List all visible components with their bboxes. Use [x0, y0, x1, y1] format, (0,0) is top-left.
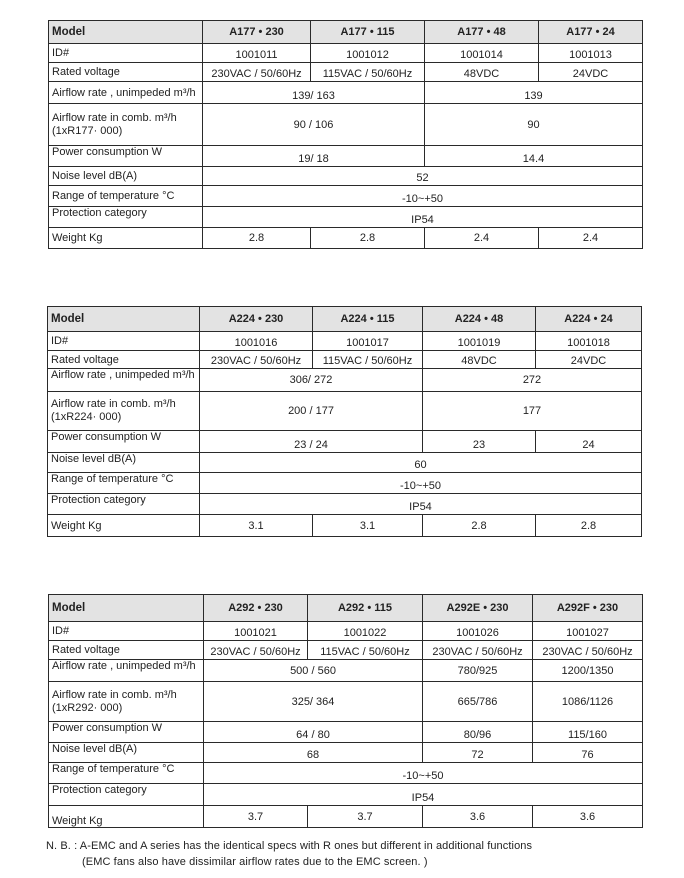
table-row-voltage	[49, 63, 643, 82]
model-a292-115: A292 • 115	[308, 595, 423, 622]
airflow-comb-value: 325/ 364	[204, 682, 423, 722]
table-row-weight	[48, 515, 642, 537]
id-value: 1001011	[203, 44, 311, 63]
model-a292-230: A292 • 230	[204, 595, 308, 622]
table-row-noise	[49, 743, 643, 763]
row-label-temperature: Range of temperature °C	[49, 186, 203, 207]
table-row-noise	[48, 453, 642, 473]
airflow-comb-value: 1086/1126	[533, 682, 643, 722]
weight-value: 3.7	[308, 806, 423, 828]
temperature-value: -10~+50	[204, 763, 643, 784]
power-value: 24	[536, 431, 642, 453]
protection-value: IP54	[200, 494, 642, 515]
row-label-id: ID#	[49, 622, 204, 641]
power-value: 23	[423, 431, 536, 453]
table-row-protection	[49, 784, 643, 806]
airflow-comb-value: 177	[423, 392, 642, 431]
row-label-weight: Weight Kg	[49, 806, 204, 828]
model-a292e-230: A292E • 230	[423, 595, 533, 622]
airflow-value: 306/ 272	[200, 369, 423, 392]
table-row-weight	[49, 228, 643, 249]
table-row-voltage	[49, 641, 643, 660]
power-value: 80/96	[423, 722, 533, 743]
noise-value: 60	[200, 453, 642, 473]
row-label-airflow: Airflow rate , unimpeded m³/h	[49, 660, 204, 682]
row-label-airflow-comb	[48, 392, 200, 431]
table-row-weight	[49, 806, 643, 828]
table-row-model	[49, 21, 643, 44]
footnote-line2: (EMC fans also have dissimilar airflow rates due to the EMC screen. )	[82, 856, 428, 868]
spec-table-a292	[48, 594, 643, 828]
table-row-id	[49, 44, 643, 63]
table-row-power	[48, 431, 642, 453]
id-value: 1001026	[423, 622, 533, 641]
row-label-noise: Noise level dB(A)	[48, 453, 200, 473]
id-value: 1001021	[204, 622, 308, 641]
model-a177-48: A177 • 48	[425, 21, 539, 44]
table-row-voltage	[48, 351, 642, 369]
id-value: 1001016	[200, 332, 313, 351]
row-label-power: Power consumption W	[49, 722, 204, 743]
airflow-value: 780/925	[423, 660, 533, 682]
row-label-protection: Protection category	[49, 207, 203, 228]
row-label-temperature: Range of temperature °C	[48, 473, 200, 494]
weight-value: 2.4	[539, 228, 643, 249]
voltage-value: 230VAC / 50/60Hz	[204, 641, 308, 660]
row-label-airflow-comb	[49, 104, 203, 146]
row-label-model: Model	[49, 21, 203, 44]
id-value: 1001013	[539, 44, 643, 63]
noise-value: 52	[203, 167, 643, 186]
protection-value: IP54	[204, 784, 643, 806]
table-row-id	[49, 622, 643, 641]
power-value: 64 / 80	[204, 722, 423, 743]
row-label-model: Model	[48, 307, 200, 332]
table-row-airflow-comb	[49, 104, 643, 146]
weight-value: 2.8	[203, 228, 311, 249]
table-row-protection	[48, 494, 642, 515]
row-label-weight: Weight Kg	[48, 515, 200, 537]
airflow-value: 139	[425, 82, 643, 104]
airflow-value: 1200/1350	[533, 660, 643, 682]
row-label-id: ID#	[48, 332, 200, 351]
weight-value: 3.6	[533, 806, 643, 828]
temperature-value: -10~+50	[203, 186, 643, 207]
id-value: 1001018	[536, 332, 642, 351]
airflow-comb-value: 90 / 106	[203, 104, 425, 146]
weight-value: 3.6	[423, 806, 533, 828]
voltage-value: 24VDC	[539, 63, 643, 82]
row-label-model: Model	[49, 595, 204, 622]
id-value: 1001027	[533, 622, 643, 641]
temperature-value: -10~+50	[200, 473, 642, 494]
row-label-power: Power consumption W	[48, 431, 200, 453]
airflow-comb-value: 200 / 177	[200, 392, 423, 431]
noise-value: 72	[423, 743, 533, 763]
airflow-comb-label-line2: (1xR224· 000)	[51, 411, 122, 423]
airflow-comb-label-line2: (1xR292· 000)	[52, 701, 123, 714]
power-value: 14.4	[425, 146, 643, 167]
noise-value: 76	[533, 743, 643, 763]
airflow-comb-label-line2: (1xR177· 000)	[52, 124, 123, 137]
id-value: 1001017	[313, 332, 423, 351]
airflow-value: 272	[423, 369, 642, 392]
table-row-temperature	[49, 186, 643, 207]
voltage-value: 230VAC / 50/60Hz	[203, 63, 311, 82]
model-a177-115: A177 • 115	[311, 21, 425, 44]
row-label-power: Power consumption W	[49, 146, 203, 167]
row-label-noise: Noise level dB(A)	[49, 167, 203, 186]
voltage-value: 48VDC	[425, 63, 539, 82]
footnote	[46, 838, 532, 870]
table-row-airflow	[48, 369, 642, 392]
footnote-line1: N. B. : A-EMC and A series has the identical specs with R ones but different in additional functions	[46, 840, 533, 852]
voltage-value: 230VAC / 50/60Hz	[533, 641, 643, 660]
airflow-value: 500 / 560	[204, 660, 423, 682]
weight-value: 3.1	[313, 515, 423, 537]
row-label-weight: Weight Kg	[49, 228, 203, 249]
table-row-airflow-comb	[49, 682, 643, 722]
weight-value: 2.8	[536, 515, 642, 537]
voltage-value: 24VDC	[536, 351, 642, 369]
model-a224-230: A224 • 230	[200, 307, 313, 332]
model-a292f-230: A292F • 230	[533, 595, 643, 622]
power-value: 23 / 24	[200, 431, 423, 453]
table-row-id	[48, 332, 642, 351]
row-label-protection: Protection category	[48, 494, 200, 515]
row-label-temperature: Range of temperature °C	[49, 763, 204, 784]
row-label-noise: Noise level dB(A)	[49, 743, 204, 763]
voltage-value: 48VDC	[423, 351, 536, 369]
row-label-voltage: Rated voltage	[49, 63, 203, 82]
table-row-temperature	[49, 763, 643, 784]
id-value: 1001014	[425, 44, 539, 63]
table-row-model	[48, 307, 642, 332]
row-label-airflow-comb	[49, 682, 204, 722]
spec-table-a224	[47, 306, 642, 537]
model-a224-24: A224 • 24	[536, 307, 642, 332]
voltage-value: 230VAC / 50/60Hz	[423, 641, 533, 660]
airflow-comb-value: 665/786	[423, 682, 533, 722]
row-label-airflow: Airflow rate , unimpeded m³/h	[49, 82, 203, 104]
weight-value: 2.8	[311, 228, 425, 249]
airflow-comb-label-line1: Airflow rate in comb. m³/h	[52, 688, 177, 701]
table-row-airflow	[49, 660, 643, 682]
row-label-voltage: Rated voltage	[48, 351, 200, 369]
spec-table-a177	[48, 20, 643, 249]
table-row-power	[49, 722, 643, 743]
model-a177-24: A177 • 24	[539, 21, 643, 44]
table-row-noise	[49, 167, 643, 186]
model-a224-115: A224 • 115	[313, 307, 423, 332]
weight-value: 3.1	[200, 515, 313, 537]
weight-value: 3.7	[204, 806, 308, 828]
protection-value: IP54	[203, 207, 643, 228]
airflow-comb-value: 90	[425, 104, 643, 146]
id-value: 1001012	[311, 44, 425, 63]
airflow-comb-label-line1: Airflow rate in comb. m³/h	[52, 111, 177, 124]
airflow-value: 139/ 163	[203, 82, 425, 104]
noise-value: 68	[204, 743, 423, 763]
row-label-protection: Protection category	[49, 784, 204, 806]
row-label-id: ID#	[49, 44, 203, 63]
row-label-voltage: Rated voltage	[49, 641, 204, 660]
model-a224-48: A224 • 48	[423, 307, 536, 332]
id-value: 1001019	[423, 332, 536, 351]
airflow-comb-label-line1: Airflow rate in comb. m³/h	[51, 398, 176, 410]
voltage-value: 230VAC / 50/60Hz	[200, 351, 313, 369]
model-a177-230: A177 • 230	[203, 21, 311, 44]
table-row-model	[49, 595, 643, 622]
voltage-value: 115VAC / 50/60Hz	[313, 351, 423, 369]
weight-value: 2.4	[425, 228, 539, 249]
voltage-value: 115VAC / 50/60Hz	[311, 63, 425, 82]
table-row-airflow	[49, 82, 643, 104]
table-row-airflow-comb	[48, 392, 642, 431]
id-value: 1001022	[308, 622, 423, 641]
table-row-power	[49, 146, 643, 167]
table-row-protection	[49, 207, 643, 228]
table-row-temperature	[48, 473, 642, 494]
power-value: 19/ 18	[203, 146, 425, 167]
power-value: 115/160	[533, 722, 643, 743]
row-label-airflow: Airflow rate , unimpeded m³/h	[48, 369, 200, 392]
weight-value: 2.8	[423, 515, 536, 537]
voltage-value: 115VAC / 50/60Hz	[308, 641, 423, 660]
